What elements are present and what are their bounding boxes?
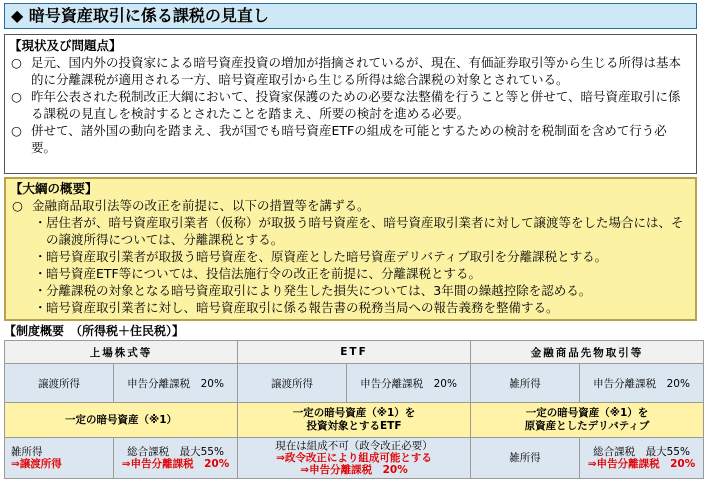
issue-item: ○ 昨年公表された税制改正大綱において、投資家保護のための必要な法整備を行うこと等と併せて、暗号資産取引に係る課税の見直しを検討するとされたことを踏まえ、所要の検討を進める必要。 [11, 89, 681, 121]
outline-lead: ○ 金融商品取引法等の改正を前提に、以下の措置等を講ずる。 [12, 198, 370, 213]
outline-bullet: ・ 暗号資産取引業者が取扱う暗号資産を、原資産とした暗号資産デリバティブ取引を分離課税とする。 [34, 249, 608, 264]
dot-bullet-icon: ・ [34, 266, 47, 281]
outline-section [4, 177, 697, 321]
circle-bullet-icon: ○ [12, 198, 23, 213]
outline-bullet: ・ 暗号資産ETF等については、投信法施行令の改正を前提に、分離課税とする。 [34, 266, 481, 281]
outline-heading: 【大綱の概要】 [10, 181, 98, 196]
table-cell: 申告分離課税 20% [347, 364, 471, 403]
table-cell: 雑所得 [471, 364, 580, 403]
table-cell: 現在は組成不可（政令改正必要） ⇒政令改正により組成可能とする ⇒申告分離課税 20% [238, 438, 471, 479]
outline-bullet: ・ 居住者が、暗号資産取引業者（仮称）が取扱う暗号資産を、暗号資産取引業者に対して譲渡等をした場合には、その譲渡所得については、分離課税とする。 [34, 215, 684, 247]
table-row [5, 364, 704, 403]
table-cell: 総合課税 最大55% ⇒申告分離課税 20% [114, 438, 238, 479]
crypto-derivative-header: 一定の暗号資産（※1）を 原資産としたデリバティブ [471, 403, 704, 438]
circle-bullet-icon: ○ [11, 123, 22, 138]
table-cell: 総合課税 最大55% ⇒申告分離課税 20% [580, 438, 704, 479]
outline-bullet: ・ 暗号資産取引業者に対し、暗号資産取引に係る報告書の税務当局への報告義務を整備する。 [34, 300, 559, 315]
current-issues-heading: 【現状及び問題点】 [9, 38, 122, 53]
circle-bullet-icon: ○ [11, 55, 22, 70]
table-cell: 雑所得 [471, 438, 580, 479]
header-etf: ETF [238, 341, 471, 364]
system-overview-heading: 【制度概要 （所得税＋住民税）】 [4, 324, 185, 338]
table-cell: 譲渡所得 [5, 364, 114, 403]
dot-bullet-icon: ・ [34, 249, 47, 264]
header-listed-stocks: 上場株式等 [5, 341, 238, 364]
current-issues-section [4, 34, 697, 174]
crypto-asset-header: 一定の暗号資産（※1） [5, 403, 238, 438]
table-cell: 申告分離課税 20% [580, 364, 704, 403]
table-cell: 雑所得 ⇒譲渡所得 [5, 438, 114, 479]
table-row [5, 403, 704, 438]
table-cell: 申告分離課税 20% [114, 364, 238, 403]
crypto-etf-header: 一定の暗号資産（※1）を 投資対象とするETF [238, 403, 471, 438]
header-futures: 金融商品先物取引等 [471, 341, 704, 364]
issue-item: ○ 併せて、諸外国の動向を踏まえ、我が国でも暗号資産ETFの組成を可能とするための検討を税制面を含めて行う必要。 [11, 123, 667, 155]
dot-bullet-icon: ・ [34, 300, 47, 315]
tax-system-table [4, 340, 704, 479]
issue-item: ○ 足元、国内外の投資家による暗号資産投資の増加が指摘されているが、現在、有価証券取引等から生じる所得は基本的に分離課税が適用される一方、暗号資産取引から生じる所得は総合課税の対象とされている。 [11, 55, 682, 87]
table-cell: 譲渡所得 [238, 364, 347, 403]
dot-bullet-icon: ・ [34, 215, 47, 230]
table-header-row [5, 341, 704, 364]
outline-bullet: ・ 分離課税の対象となる暗号資産取引により発生した損失については、3年間の繰越控除を認める。 [34, 283, 592, 298]
page-title: ◆ 暗号資産取引に係る課税の見直し [4, 3, 697, 29]
dot-bullet-icon: ・ [34, 283, 47, 298]
table-row [5, 438, 704, 479]
circle-bullet-icon: ○ [11, 89, 22, 104]
